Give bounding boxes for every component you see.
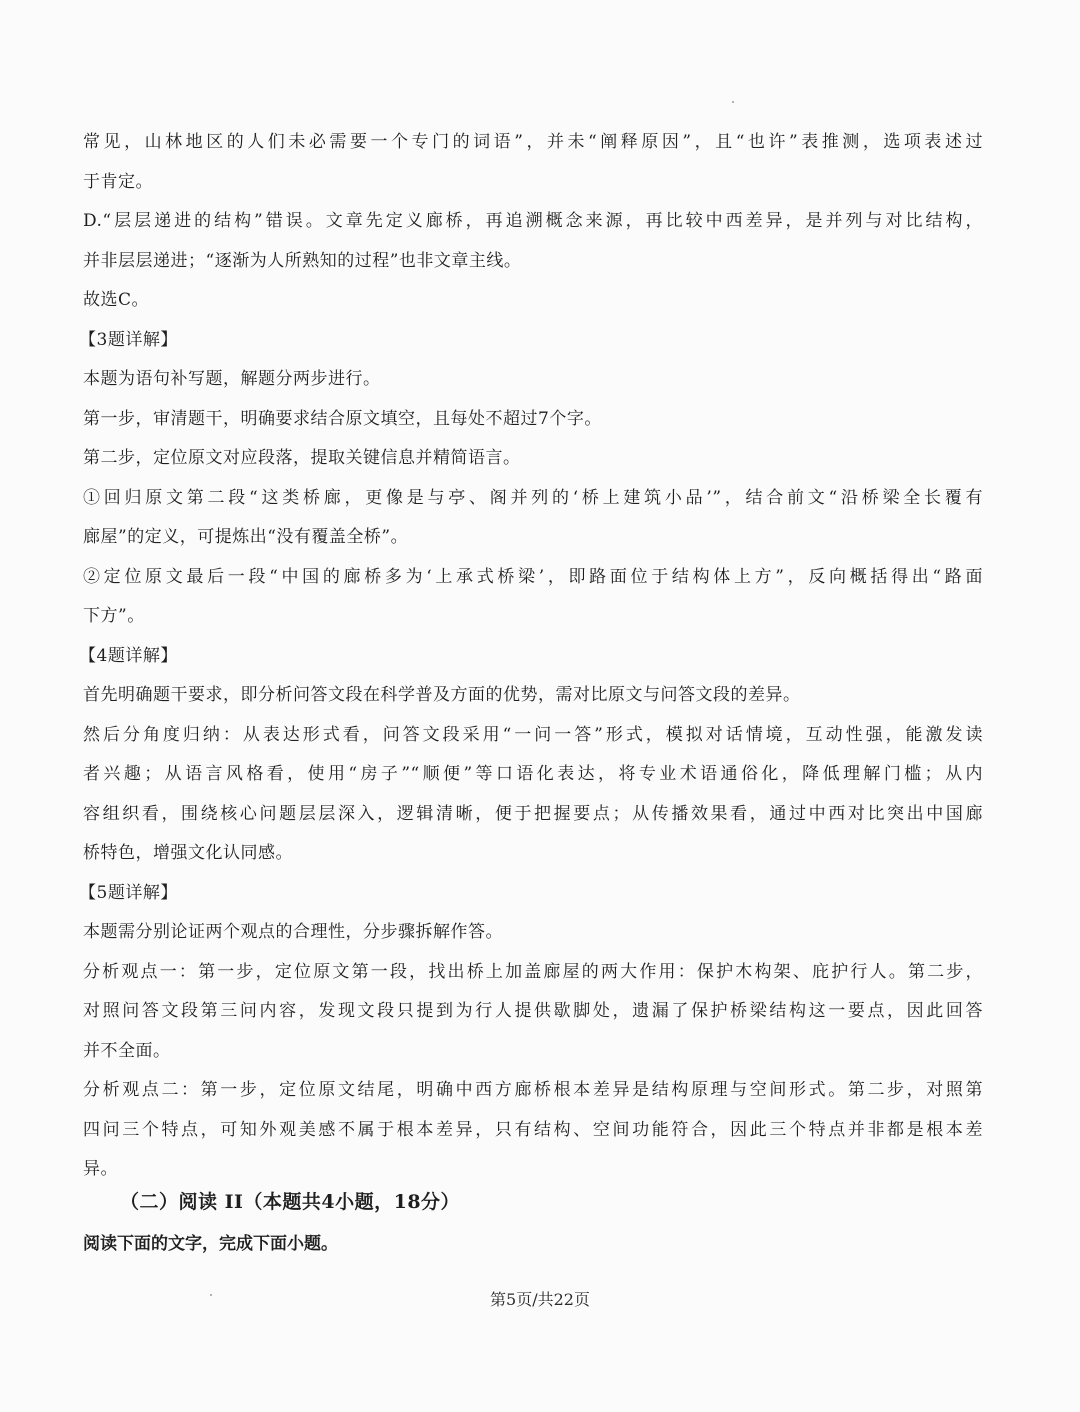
text-line: 者兴趣；从语言风格看，使用“房子”“顺便”等口语化表达，将专业术语通俗化，降低理解门槛；从内 <box>83 764 983 784</box>
text-line: 分析观点二：第一步，定位原文结尾，明确中西方廊桥根本差异是结构原理与空间形式。第二步，对照第 <box>83 1080 983 1100</box>
text-line: 常见，山林地区的人们未必需要一个专门的词语”，并未“阐释原因”，且“也许”表推测，选项表述过 <box>83 132 983 152</box>
page-number: 第5页/共22页 <box>490 1290 590 1309</box>
text-line: 桥特色，增强文化认同感。 <box>83 843 293 863</box>
text-line: 然后分角度归纳：从表达形式看，问答文段采用“一问一答”形式，模拟对话情境，互动性强，能激发读 <box>83 724 983 745</box>
text-line: 于肯定。 <box>83 171 153 192</box>
question-3-heading: 【3题详解】 <box>79 329 178 350</box>
question-5-heading: 【5题详解】 <box>79 882 178 903</box>
text-line: D.“层层递进的结构”错误。文章先定义廊桥，再追溯概念来源，再比较中西差异，是并列与对比结构， <box>83 211 983 231</box>
text-line: 对照问答文段第三问内容，发现文段只提到为行人提供歇脚处，遗漏了保护桥梁结构这一要点，因此回答 <box>83 1001 983 1021</box>
text-line: 廊屋”的定义，可提炼出“没有覆盖全桥”。 <box>83 527 409 547</box>
text-line: 并不全面。 <box>83 1040 171 1061</box>
text-line: ①回归原文第二段“这类桥廊，更像是与亭、阁并列的‘桥上建筑小品’”，结合前文“沿桥梁全长覆有 <box>83 487 983 508</box>
text-line: 并非层层递进；“逐渐为人所熟知的过程”也非文章主线。 <box>83 250 522 271</box>
text-line: 四问三个特点，可知外观美感不属于根本差异，只有结构、空间功能符合，因此三个特点并非都是根本差 <box>83 1119 983 1140</box>
answer-explanation-body <box>79 123 983 1190</box>
text-line: 容组织看，围绕核心问题层层深入，逻辑清晰，便于把握要点；从传播效果看，通过中西对比突出中国廊 <box>83 803 983 824</box>
scan-speck <box>732 101 734 103</box>
text-line: 下方”。 <box>83 606 145 626</box>
text-line: 首先明确题干要求，即分析问答文段在科学普及方面的优势，需对比原文与问答文段的差异。 <box>83 685 801 705</box>
text-line: 异。 <box>83 1159 118 1179</box>
text-line: 本题需分别论证两个观点的合理性，分步骤拆解作答。 <box>83 922 503 942</box>
text-line: 第一步，审清题干，明确要求结合原文填空，且每处不超过7个字。 <box>83 408 602 429</box>
text-line: ②定位原文最后一段“中国的廊桥多为‘上承式桥梁’，即路面位于结构体上方”，反向概括得出“路面 <box>83 566 983 587</box>
question-4-heading: 【4题详解】 <box>79 645 178 666</box>
text-line: 本题为语句补写题，解题分两步进行。 <box>83 369 381 389</box>
section-title: （二）阅读 II（本题共4小题，18分） <box>120 1191 461 1213</box>
text-line: 第二步，定位原文对应段落，提取关键信息并精简语言。 <box>83 448 521 468</box>
answer-conclusion: 故选C。 <box>83 290 150 310</box>
text-line: 分析观点一：第一步，定位原文第一段，找出桥上加盖廊屋的两大作用：保护木构架、庇护行人。第二步， <box>83 961 983 982</box>
reading-instruction: 阅读下面的文字，完成下面小题。 <box>83 1234 338 1254</box>
